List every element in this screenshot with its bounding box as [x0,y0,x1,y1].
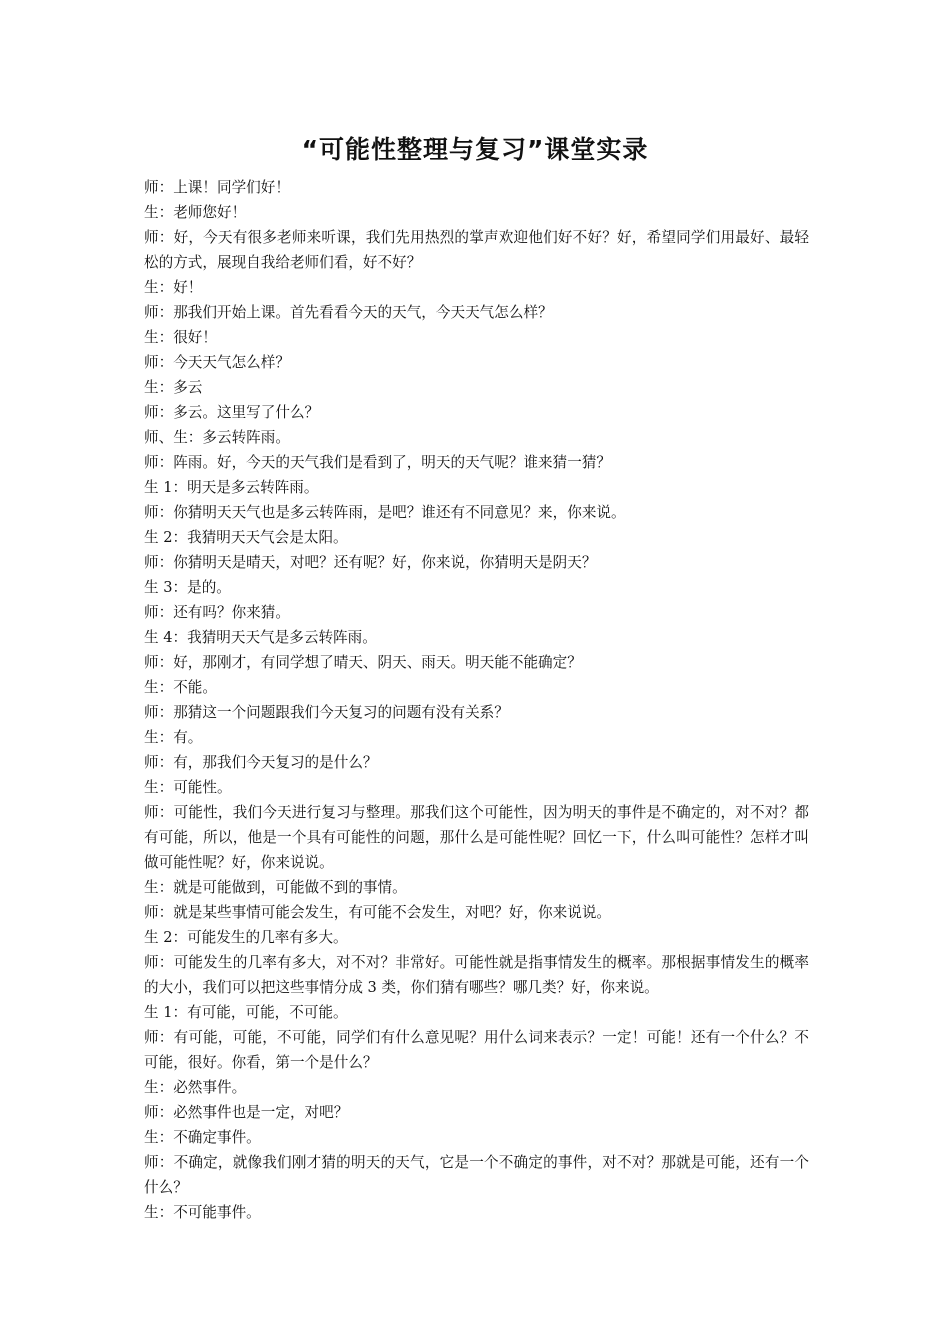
document-body [144,175,809,1225]
transcript-paragraph: 生 3：是的。 [144,579,231,596]
transcript-paragraph: 师：有，那我们今天复习的是什么？ [144,754,378,771]
document-title: “可能性整理与复习”课堂实录 [301,135,649,164]
transcript-paragraph: 师：你猜明天是晴天，对吧？还有呢？好，你来说，你猜明天是阴天？ [144,554,597,571]
transcript-paragraph: 生：多云 [144,379,203,396]
transcript-paragraph: 生：很好！ [144,329,217,346]
transcript-paragraph: 师：必然事件也是一定，对吧？ [144,1104,349,1121]
transcript-paragraph: 师：那我们开始上课。首先看看今天的天气，今天天气怎么样？ [144,304,553,321]
transcript-paragraph: 师：可能性，我们今天进行复习与整理。那我们这个可能性，因为明天的事件是不确定的，对不对？都有可能，所以，他是一个具有可能性的问题，那什么是可能性呢？回忆一下，什么叫可能性？怎样才叫做可能性呢？好，你来说说。 [144,804,809,871]
transcript-paragraph: 生：有。 [144,729,203,746]
transcript-paragraph: 生：必然事件。 [144,1079,247,1096]
transcript-paragraph: 生：好！ [144,279,203,296]
transcript-paragraph: 师：有可能，可能，不可能，同学们有什么意见呢？用什么词来表示？一定！可能！还有一个什么？不可能，很好。你看，第一个是什么？ [144,1029,809,1071]
transcript-paragraph: 师：阵雨。好，今天的天气我们是看到了，明天的天气呢？谁来猜一猜？ [144,454,612,471]
transcript-paragraph: 师：那猜这一个问题跟我们今天复习的问题有没有关系？ [144,704,509,721]
transcript-paragraph: 生：老师您好！ [144,204,247,221]
transcript-paragraph: 生：不确定事件。 [144,1129,261,1146]
transcript-paragraph: 师：好，那刚才，有同学想了晴天、阴天、雨天。明天能不能确定？ [144,654,582,671]
transcript-paragraph: 生：不能。 [144,679,217,696]
transcript-paragraph: 师：好，今天有很多老师来听课，我们先用热烈的掌声欢迎他们好不好？好，希望同学们用最好、最轻松的方式，展现自我给老师们看，好不好？ [144,229,809,271]
transcript-paragraph: 师：上课！同学们好！ [144,179,290,196]
transcript-paragraph: 师：多云。这里写了什么？ [144,404,320,421]
transcript-paragraph: 生：就是可能做到，可能做不到的事情。 [144,879,407,896]
transcript-paragraph: 生 2：可能发生的几率有多大。 [144,929,348,946]
transcript-paragraph: 师：可能发生的几率有多大，对不对？非常好。可能性就是指事情发生的概率。那根据事情发生的概率的大小，我们可以把这些事情分成 3 类，你们猜有哪些？哪几类？好，你来说。 [144,954,809,996]
transcript-paragraph: 师、生：多云转阵雨。 [144,429,290,446]
transcript-paragraph: 生 2：我猜明天天气会是太阳。 [144,529,348,546]
transcript-paragraph: 生 1：有可能，可能，不可能。 [144,1004,348,1021]
transcript-paragraph: 生 1：明天是多云转阵雨。 [144,479,319,496]
transcript-paragraph: 生：不可能事件。 [144,1204,261,1221]
transcript-paragraph: 生 4：我猜明天天气是多云转阵雨。 [144,629,377,646]
transcript-paragraph: 师：不确定，就像我们刚才猜的明天的天气，它是一个不确定的事件，对不对？那就是可能，还有一个什么？ [144,1154,809,1196]
transcript-paragraph: 师：还有吗？你来猜。 [144,604,290,621]
transcript-paragraph: 师：就是某些事情可能会发生，有可能不会发生，对吧？好，你来说说。 [144,904,612,921]
transcript-paragraph: 师：你猜明天天气也是多云转阵雨，是吧？谁还有不同意见？来，你来说。 [144,504,626,521]
transcript-paragraph: 师：今天天气怎么样？ [144,354,290,371]
transcript-paragraph: 生：可能性。 [144,779,232,796]
